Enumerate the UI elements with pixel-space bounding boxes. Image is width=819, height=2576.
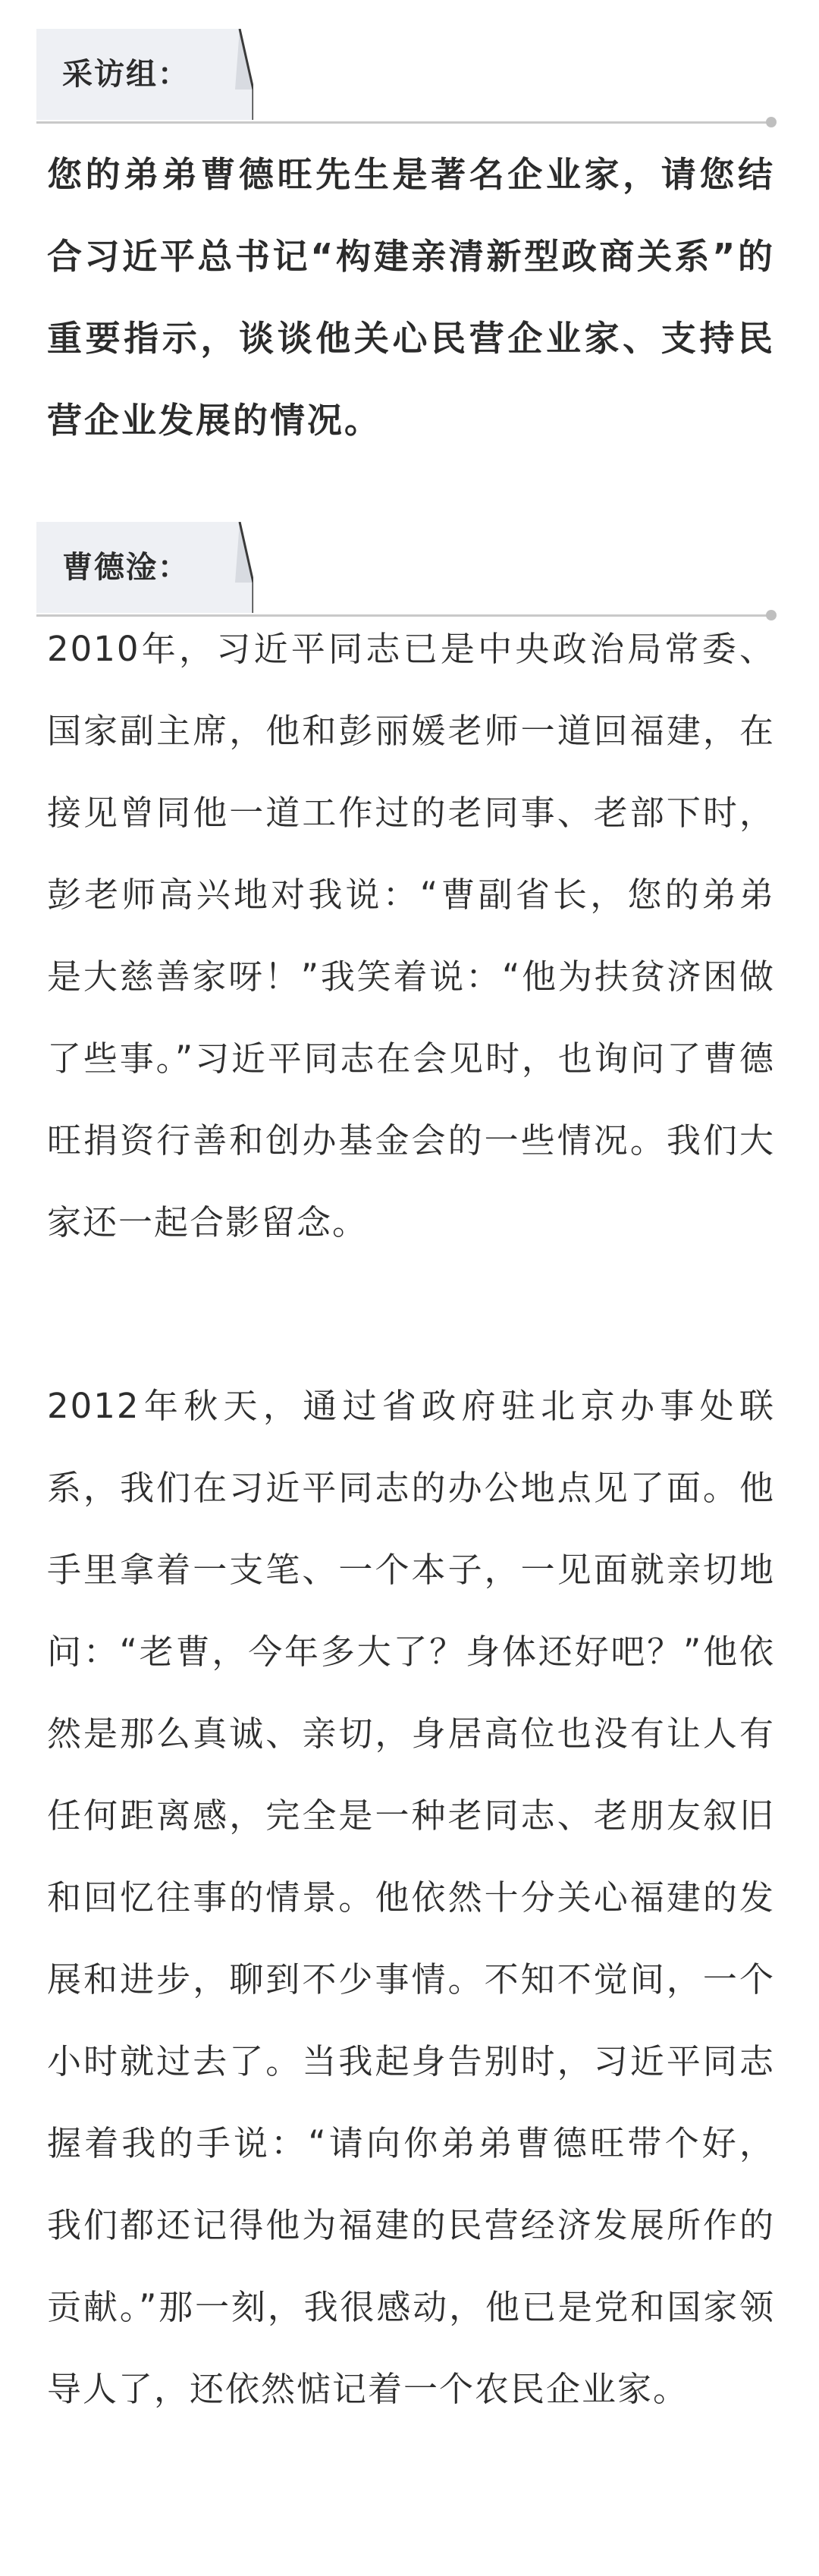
question-text: 您的弟弟曹德旺先生是著名企业家，请您结合习近平总书记“构建亲清新型政商关系”的重要指示，谈谈他关心民营企业家、支持民营企业发展的情况。	[47, 154, 775, 441]
section-header-interviewer	[36, 29, 783, 127]
answer-paragraph-2: 2012年秋天，通过省政府驻北京办事处联系，我们在习近平同志的办公地点见了面。他手里拿着一支笔、一个本子，一见面就亲切地问：“老曹，今年多大了？身体还好吧？”他依然是那么真诚、亲切，身居高位也没有让人有任何距离感，完全是一种老同志、老朋友叙旧和回忆往事的情景。他依然十分关心福建的发展和进步，聊到不少事情。不知不觉间，一个小时就过去了。当我起身告别时，习近平同志握着我的手说：“请向你弟弟曹德旺带个好，我们都还记得他为福建的民营经济发展所作的贡献。”那一刻，我很感动，他已是党和国家领导人了，还依然惦记着一个农民企业家。	[47, 1386, 775, 2409]
section-header-answerer	[36, 522, 783, 620]
divider-dot	[766, 117, 777, 127]
section-divider	[36, 121, 769, 124]
speaker-label: 曹德淦：	[62, 550, 190, 585]
answer-paragraph-1: 2010年，习近平同志已是中央政治局常委、国家副主席，他和彭丽媛老师一道回福建，在接见曾同他一道工作过的老同事、老部下时，彭老师高兴地对我说：“曹副省长，您的弟弟是大慈善家呀！”我笑着说：“他为扶贫济困做了些事。”习近平同志在会见时，也询问了曹德旺捐资行善和创办基金会的一些情况。我们大家还一起合影留念。	[47, 629, 775, 1242]
speaker-label: 采访组：	[62, 57, 190, 92]
